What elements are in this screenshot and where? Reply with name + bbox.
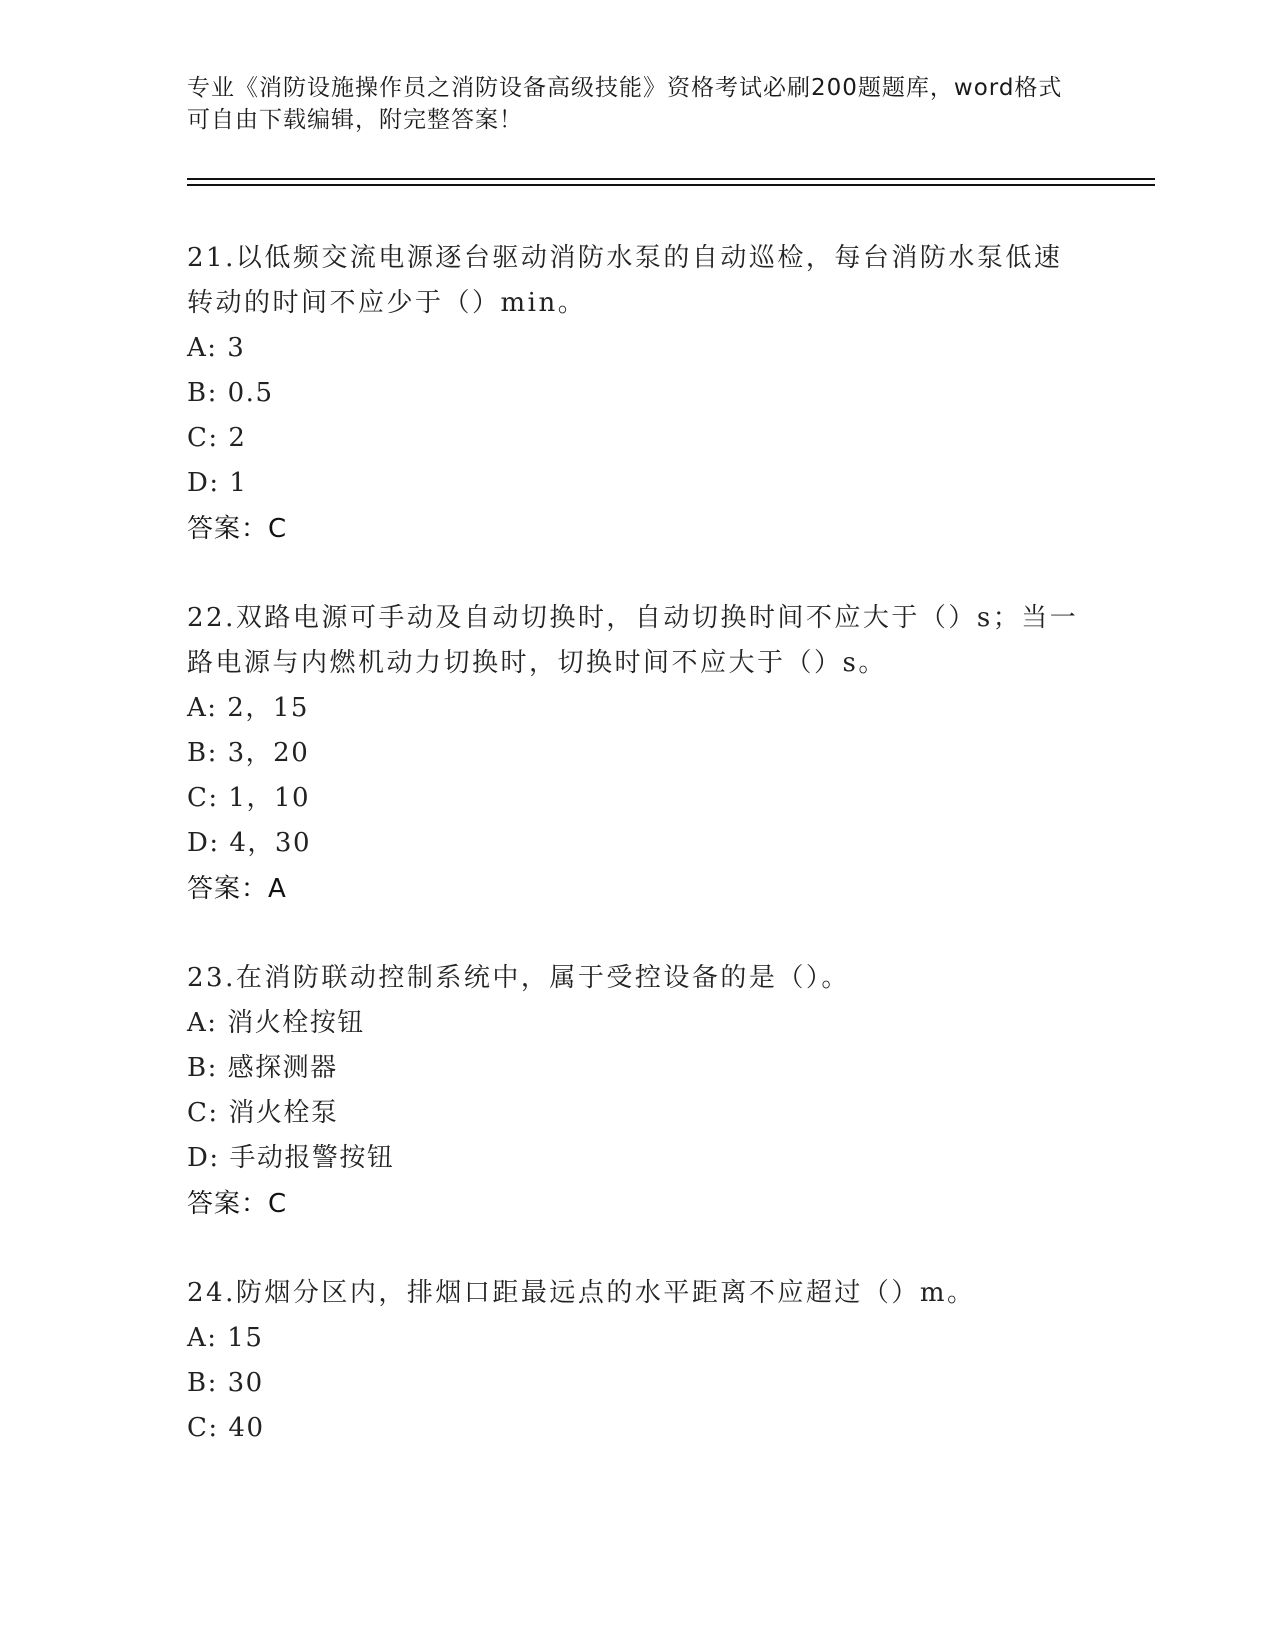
option-d: D: 4，30 [187,828,311,858]
option-a: A: 消火栓按钮 [187,1008,365,1038]
option-c: C: 消火栓泵 [187,1098,339,1128]
option-b: B: 3，20 [187,738,310,768]
question-21 [187,236,1087,552]
answer-line: 答案：A [187,874,287,904]
answer-line: 答案：C [187,1189,288,1219]
question-22 [187,596,1087,912]
option-c: C: 1，10 [187,783,311,813]
option-a: A: 15 [187,1323,264,1353]
question-24 [187,1271,1087,1451]
question-list [187,236,1087,1495]
question-stem: 24.防烟分区内，排烟口距最远点的水平距离不应超过（）m。 [187,1278,976,1308]
answer-line: 答案：C [187,514,288,544]
document-header: 专业《消防设施操作员之消防设备高级技能》资格考试必刷200题题库，word格式可自由下载编辑，附完整答案！ [187,75,1063,133]
option-b: B: 30 [187,1368,264,1398]
question-stem: 23.在消防联动控制系统中，属于受控设备的是（）。 [187,963,850,993]
option-a: A: 2，15 [187,693,309,723]
question-23 [187,956,1087,1227]
option-b: B: 0.5 [187,378,274,408]
question-stem: 22.双路电源可手动及自动切换时，自动切换时间不应大于（）s；当一路电源与内燃机动力切换时，切换时间不应大于（）s。 [187,603,1079,678]
option-d: D: 1 [187,468,248,498]
option-a: A: 3 [187,333,246,363]
option-c: C: 40 [187,1413,265,1443]
header-divider-bottom [187,184,1155,186]
header-divider-top [187,178,1155,180]
question-stem: 21.以低频交流电源逐台驱动消防水泵的自动巡检，每台消防水泵低速转动的时间不应少于（）min。 [187,243,1063,318]
option-b: B: 感探测器 [187,1053,338,1083]
option-c: C: 2 [187,423,247,453]
option-d: D: 手动报警按钮 [187,1143,395,1173]
